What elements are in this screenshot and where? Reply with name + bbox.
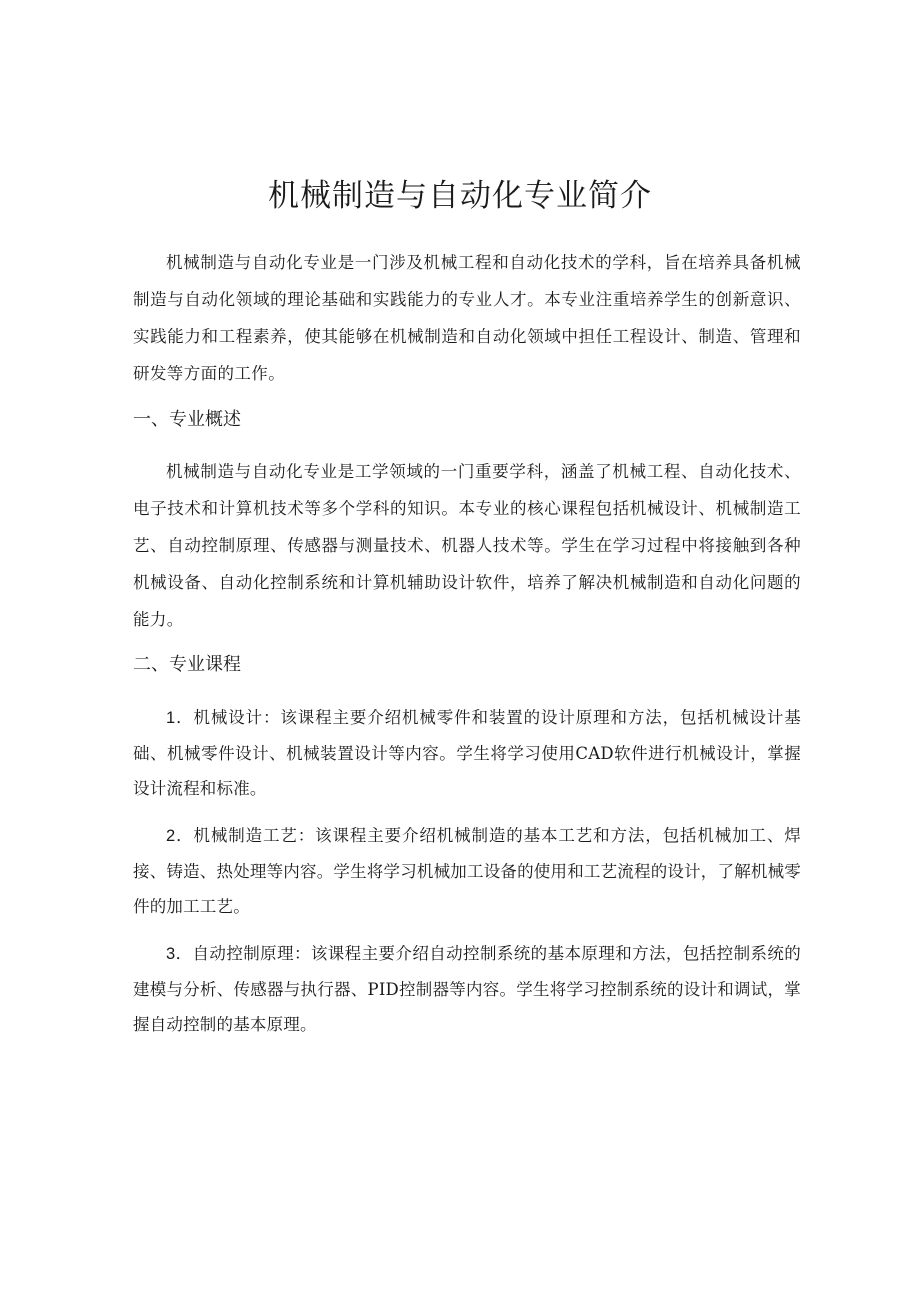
intro-paragraph: 机械制造与自动化专业是一门涉及机械工程和自动化技术的学科，旨在培养具备机械制造与自动化领域的理论基础和实践能力的专业人才。本专业注重培养学生的创新意识、实践能力和工程素养，使其能够在机械制造和自动化领域中担任工程设计、制造、管理和研发等方面的工作。 [133,253,801,383]
course-number: 3 [166,945,176,963]
course-text: ．机械制造工艺：该课程主要介绍机械制造的基本工艺和方法，包括机械加工、焊接、铸造、热处理等内容。学生将学习机械加工设备的使用和工艺流程的设计，了解机械零件的加工工艺。 [133,826,801,916]
course-item [133,700,801,806]
course-item [133,936,801,1042]
document-title: 机械制造与自动化专业简介 [268,178,652,214]
course-text: ．机械设计：该课程主要介绍机械零件和装置的设计原理和方法，包括机械设计基础、机械零件设计、机械装置设计等内容。学生将学习使用CAD软件进行机械设计，掌握设计流程和标准。 [133,708,801,798]
course-number: 2 [166,827,176,845]
course-item [133,818,801,924]
overview-paragraph: 机械制造与自动化专业是工学领域的一门重要学科，涵盖了机械工程、自动化技术、电子技术和计算机技术等多个学科的知识。本专业的核心课程包括机械设计、机械制造工艺、自动控制原理、传感器与测量技术、机器人技术等。学生在学习过程中将接触到各种机械设备、自动化控制系统和计算机辅助设计软件，培养了解决机械制造和自动化问题的能力。 [133,462,801,629]
course-text: ．自动控制原理：该课程主要介绍自动控制系统的基本原理和方法，包括控制系统的建模与分析、传感器与执行器、PID控制器等内容。学生将学习控制系统的设计和调试，掌握自动控制的基本原理。 [133,944,801,1034]
course-number: 1 [166,709,176,727]
section-heading-courses: 二、专业课程 [133,654,241,675]
section-heading-overview: 一、专业概述 [133,409,241,430]
